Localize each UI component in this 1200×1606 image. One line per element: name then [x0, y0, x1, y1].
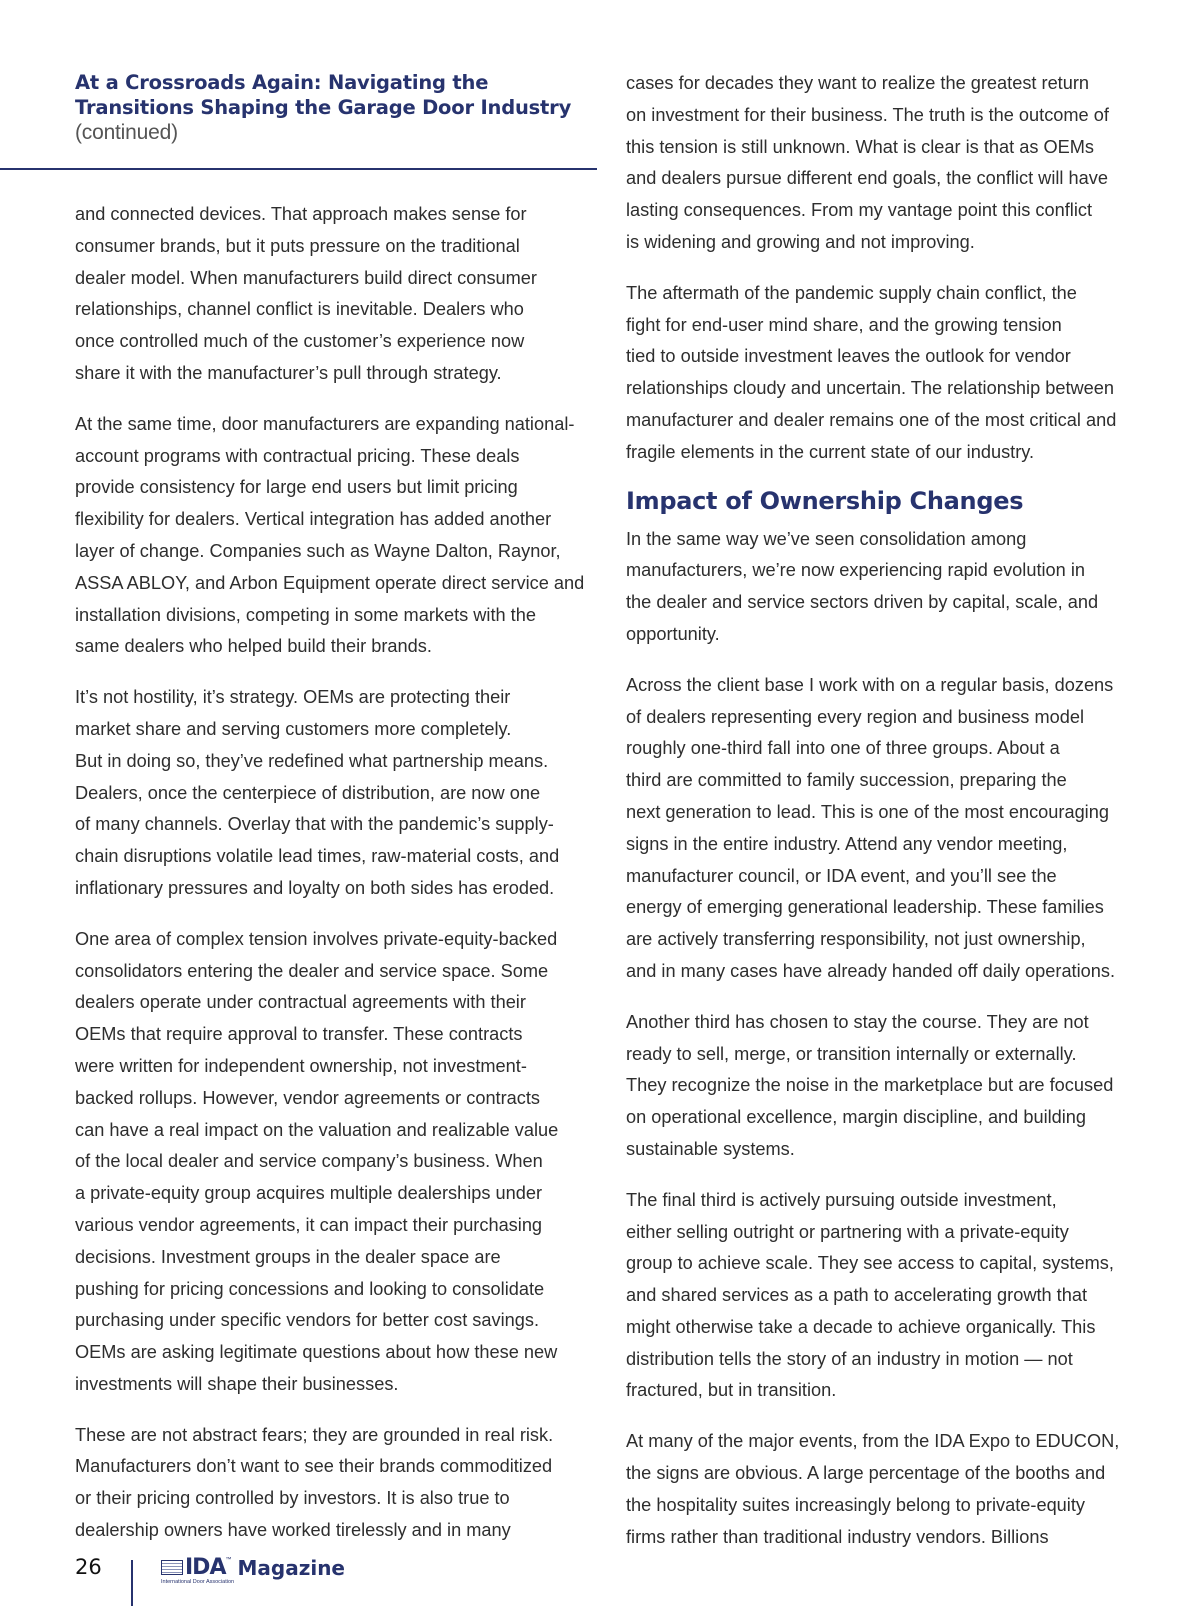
section-heading: Impact of Ownership Changes — [626, 486, 1024, 515]
text-line: OEMs are asking legitimate questions about how these new — [75, 1342, 558, 1363]
text-line: the hospitality suites increasingly belong to private-equity — [626, 1494, 1085, 1515]
text-line: These are not abstract fears; they are grounded in real risk. — [75, 1424, 554, 1445]
text-line: either selling outright or partnering with a private-equity — [626, 1221, 1069, 1242]
text-line: this tension is still unknown. What is clear is that as OEMs — [626, 136, 1094, 157]
logo-magazine: Magazine — [237, 1556, 345, 1580]
text-line: chain disruptions volatile lead times, raw-material costs, and — [75, 846, 560, 867]
text-line: opportunity. — [626, 623, 720, 644]
text-line: purchasing under specific vendors for better cost savings. — [75, 1310, 540, 1331]
text-line: But in doing so, they’ve redefined what partnership means. — [75, 750, 549, 771]
text-line: on investment for their business. The truth is the outcome of — [626, 104, 1109, 125]
text-line: signs in the entire industry. Attend any vendor meeting, — [626, 833, 1068, 854]
text-line: roughly one-third fall into one of three groups. About a — [626, 738, 1060, 759]
text-line: The final third is actively pursuing outside investment, — [626, 1189, 1057, 1210]
text-line: At many of the major events, from the IDA Expo to EDUCON, — [626, 1431, 1120, 1452]
text-line: backed rollups. However, vendor agreements or contracts — [75, 1087, 541, 1108]
text-line: market share and serving customers more completely. — [75, 718, 512, 739]
text-line: of dealers representing every region and business model — [626, 706, 1084, 727]
text-line: decisions. Investment groups in the dealer space are — [75, 1246, 501, 1267]
text-line: investments will shape their businesses. — [75, 1373, 399, 1394]
footer-divider — [131, 1560, 133, 1606]
text-line: is widening and growing and not improving. — [626, 231, 975, 252]
paragraph — [75, 199, 605, 390]
text-line: layer of change. Companies such as Wayne Dalton, Raynor, — [75, 540, 561, 561]
text-line: consolidators entering the dealer and service space. Some — [75, 960, 549, 981]
text-line: fractured, but in transition. — [626, 1380, 837, 1401]
text-line: It’s not hostility, it’s strategy. OEMs are protecting their — [75, 687, 511, 708]
text-line: once controlled much of the customer’s experience now — [75, 331, 525, 352]
text-line: ASSA ABLOY, and Arbon Equipment operate direct service and — [75, 572, 585, 593]
text-line: and connected devices. That approach makes sense for — [75, 204, 527, 224]
paragraph — [626, 1007, 1156, 1166]
text-line: One area of complex tension involves private-equity-backed — [75, 928, 558, 949]
text-line: manufacturer and dealer remains one of the most critical and — [626, 409, 1117, 430]
text-line: Across the client base I work with on a regular basis, dozens — [626, 674, 1114, 695]
paragraph — [626, 68, 1156, 259]
paragraph — [626, 1426, 1156, 1553]
text-line: a private-equity group acquires multiple dealerships under — [75, 1183, 543, 1204]
left-column — [75, 199, 605, 1566]
text-line: tied to outside investment leaves the outlook for vendor — [626, 346, 1071, 367]
logo-tm: ™ — [225, 1557, 232, 1563]
paragraph — [626, 670, 1156, 988]
text-line: flexibility for dealers. Vertical integration has added another — [75, 509, 552, 530]
text-line: on operational excellence, margin discipline, and building — [626, 1107, 1087, 1128]
text-line: installation divisions, competing in some markets with the — [75, 604, 536, 625]
text-line: Another third has chosen to stay the course. They are not — [626, 1011, 1089, 1032]
text-line: distribution tells the story of an industry in motion — not — [626, 1348, 1073, 1369]
text-line: the signs are obvious. A large percentage of the booths and — [626, 1463, 1106, 1484]
text-line: next generation to lead. This is one of the most encouraging — [626, 801, 1109, 822]
page-number: 26 — [75, 1555, 102, 1579]
text-line: They recognize the noise in the marketplace but are focused — [626, 1075, 1114, 1096]
text-line: share it with the manufacturer’s pull through strategy. — [75, 362, 502, 383]
paragraph — [75, 682, 605, 905]
text-line: of the local dealer and service company’s business. When — [75, 1151, 543, 1172]
text-line: fragile elements in the current state of our industry. — [626, 441, 1035, 462]
text-line: lasting consequences. From my vantage point this conflict — [626, 200, 1093, 221]
text-line: firms rather than traditional industry vendors. Billions — [626, 1526, 1049, 1547]
text-line: of many channels. Overlay that with the pandemic’s supply- — [75, 814, 554, 835]
text-line: consumer brands, but it puts pressure on the traditional — [75, 235, 520, 256]
text-line: account programs with contractual pricing. These deals — [75, 445, 520, 466]
text-line: various vendor agreements, it can impact their purchasing — [75, 1214, 543, 1235]
text-line: sustainable systems. — [626, 1138, 795, 1159]
text-line: or their pricing controlled by investors. It is also true to — [75, 1488, 510, 1509]
header-divider — [0, 168, 597, 170]
text-line: relationships, channel conflict is inevitable. Dealers who — [75, 299, 524, 320]
paragraph — [626, 1185, 1156, 1408]
logo-association: International Door Association — [161, 1579, 235, 1585]
text-line: fight for end-user mind share, and the growing tension — [626, 314, 1062, 335]
paragraph — [75, 1420, 605, 1547]
text-line: energy of emerging generational leadership. These families — [626, 897, 1104, 918]
text-line: At the same time, door manufacturers are expanding national- — [75, 413, 575, 434]
text-line: were written for independent ownership, not investment- — [75, 1055, 527, 1076]
text-line: dealers operate under contractual agreements with their — [75, 992, 526, 1013]
text-line: ready to sell, merge, or transition internally or externally. — [626, 1043, 1077, 1064]
text-line: and in many cases have already handed off daily operations. — [626, 960, 1116, 981]
text-line: group to achieve scale. They see access to capital, systems, — [626, 1253, 1114, 1274]
continued-label: (continued) — [75, 121, 178, 144]
text-line: and dealers pursue different end goals, the conflict will have — [626, 168, 1108, 189]
paragraph — [626, 524, 1156, 651]
text-line: might otherwise take a decade to achieve organically. This — [626, 1316, 1096, 1337]
text-line: third are committed to family succession, preparing the — [626, 770, 1067, 791]
text-line: The aftermath of the pandemic supply chain conflict, the — [626, 282, 1077, 303]
text-line: can have a real impact on the valuation and realizable value — [75, 1119, 559, 1140]
text-line: and shared services as a path to accelerating growth that — [626, 1285, 1088, 1306]
text-line: pushing for pricing concessions and looking to consolidate — [75, 1278, 545, 1299]
ida-magazine-logo — [161, 1555, 345, 1585]
right-column — [626, 68, 1156, 1572]
text-line: Manufacturers don’t want to see their brands commoditized — [75, 1456, 553, 1477]
text-line: manufacturer council, or IDA event, and you’ll see the — [626, 865, 1057, 886]
paragraph — [75, 924, 605, 1401]
text-line: inflationary pressures and loyalty on both sides has eroded. — [75, 877, 555, 898]
text-line: dealership owners have worked tirelessly and in many — [75, 1520, 511, 1541]
text-line: manufacturers, we’re now experiencing rapid evolution in — [626, 560, 1085, 581]
text-line: Dealers, once the centerpiece of distribution, are now one — [75, 782, 541, 803]
text-line: the dealer and service sectors driven by capital, scale, and — [626, 592, 1099, 613]
text-line: provide consistency for large end users but limit pricing — [75, 477, 518, 498]
text-line: are actively transferring responsibility, not just ownership, — [626, 929, 1086, 950]
garage-door-icon — [161, 1560, 183, 1575]
article-title — [75, 70, 571, 145]
text-line: OEMs that require approval to transfer. These contracts — [75, 1024, 523, 1045]
logo-ida: IDA — [185, 1555, 226, 1580]
paragraph — [626, 278, 1156, 469]
paragraph — [75, 409, 605, 663]
title-line-2: Transitions Shaping the Garage Door Industry — [75, 96, 572, 119]
text-line: cases for decades they want to realize the greatest return — [626, 73, 1090, 93]
title-line-1: At a Crossroads Again: Navigating the — [75, 71, 489, 94]
text-line: same dealers who helped build their brands. — [75, 636, 432, 657]
text-line: relationships cloudy and uncertain. The relationship between — [626, 378, 1115, 399]
text-line: dealer model. When manufacturers build direct consumer — [75, 267, 537, 288]
text-line: In the same way we’ve seen consolidation among — [626, 528, 1027, 549]
